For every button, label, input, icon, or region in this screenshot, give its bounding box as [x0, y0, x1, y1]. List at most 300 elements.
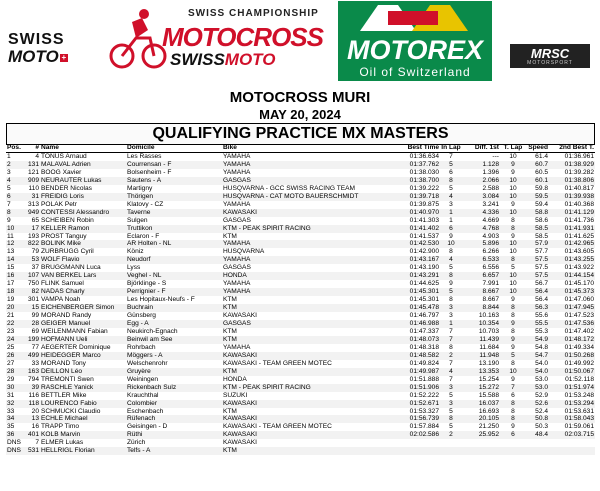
table-row [6, 392, 595, 400]
cell-in-lap: 5 [449, 184, 453, 192]
motorex-logo [338, 1, 492, 81]
cell-best-time: 01:48.582 [400, 352, 440, 360]
table-row [6, 177, 595, 185]
cell-t-lap: 10 [500, 193, 526, 201]
table-row [6, 344, 595, 352]
table-row [6, 328, 595, 336]
cell-diff-1st: 4.903 [482, 232, 499, 240]
cell-bike: KTM [222, 447, 400, 455]
cell-domicile: Les Rasses [127, 153, 162, 160]
cell-name: CONTESSI Alessandro [40, 209, 126, 217]
cell-pos: 12 [6, 240, 26, 248]
cell-bike: KTM [223, 407, 237, 415]
cell-number: 20 [31, 407, 39, 415]
cell-pos: 13 [7, 248, 15, 256]
cell-diff-1st: 5.896 [462, 240, 500, 248]
cell-pos: 28 [6, 368, 26, 376]
cell-name: AEGERTER Dominique [41, 343, 111, 351]
cell-in-lap: 7 [449, 153, 453, 160]
cell-name: RASCHLE Yanick [40, 384, 126, 392]
table-row [6, 376, 595, 384]
cell-domicile: Les Hopitaux-Neufs - F [127, 296, 195, 304]
cell-speed: 56.4 [535, 296, 548, 304]
cell-t-lap: 8 [500, 304, 526, 312]
event-date: MAY 20, 2024 [259, 107, 341, 122]
cell-t-lap: 10 [509, 153, 517, 160]
cell-second-best-time: 01:42.965 [549, 240, 595, 248]
cell-speed: 55.3 [535, 327, 548, 335]
cell-diff-1st: 11.948 [462, 352, 500, 360]
cell-name: FLINK Samuel [41, 280, 84, 288]
cell-in-lap: 9 [449, 232, 453, 240]
cell-speed: 60.7 [526, 161, 549, 169]
cell-speed: 57.7 [535, 248, 548, 256]
cell-domicile: Neukirch-Egnach [127, 327, 178, 335]
cell-domicile: Taverne [126, 209, 222, 217]
cell-in-lap: 4 [440, 368, 462, 376]
cell-t-lap: 10 [509, 280, 517, 288]
cell-number: 794 [27, 375, 39, 383]
cell-pos: DNS [6, 447, 26, 455]
cell-domicile: Welschenrohr [127, 359, 168, 367]
cell-best-time: 01:43.167 [400, 256, 440, 264]
cell-number: 118 [26, 400, 40, 408]
cell-diff-1st: 15.272 [462, 384, 500, 392]
cell-number: 31 [26, 193, 40, 201]
cell-pos: 9 [7, 216, 11, 224]
cell-diff-1st: 10.163 [478, 312, 499, 320]
cell-bike: KAWASAKI [223, 312, 257, 320]
table-row [6, 248, 595, 256]
cell-number: 65 [31, 216, 39, 224]
cell-domicile: Weiningen [127, 375, 159, 383]
cell-second-best-time: 01:41.736 [564, 216, 594, 224]
motocross-rider-icon [108, 8, 168, 72]
cell-bike: KTM [222, 304, 400, 312]
center-logo-sub-red: MOTO [224, 50, 276, 69]
cell-in-lap: 3 [440, 384, 462, 392]
cell-diff-1st: 2.588 [482, 184, 499, 192]
cell-best-time: 01:45.301 [409, 296, 439, 304]
cell-domicile: Krauchthal [127, 391, 159, 399]
cell-domicile: Rüthi [126, 431, 222, 439]
cell-diff-1st: 7.991 [482, 280, 499, 288]
table-row [6, 288, 595, 296]
cell-domicile: Lyss [127, 264, 141, 272]
table-row [6, 336, 595, 344]
column-header-in-lap: In Lap [441, 144, 461, 152]
cell-name: WEILENMANN Fabian [41, 327, 108, 335]
cell-in-lap: 5 [449, 407, 453, 415]
swissmoto-logo-line2-text: MOTO [8, 47, 59, 66]
cell-second-best-time: 01:45.170 [564, 280, 594, 288]
cell-domicile: Colombier [126, 400, 222, 408]
cell-t-lap: 8 [511, 359, 515, 367]
cell-pos: 7 [7, 200, 11, 208]
table-row [6, 447, 595, 455]
cell-bike: YAMAHA [222, 240, 400, 248]
cell-pos: 11 [7, 232, 14, 240]
cell-second-best-time: 01:38.806 [549, 177, 595, 185]
swissmoto-logo-line2 [8, 48, 88, 66]
cell-speed: 57.5 [526, 256, 549, 264]
cell-diff-1st: 6.556 [482, 264, 499, 272]
cell-number: 82 [26, 288, 40, 296]
cell-in-lap: 8 [440, 177, 462, 185]
cell-second-best-time: 01:36.961 [564, 153, 594, 160]
cell-name: HELLRIGL Florian [40, 447, 126, 455]
cell-second-best-time: 01:53.248 [564, 391, 594, 399]
cell-in-lap: 3 [440, 304, 462, 312]
table-row [6, 352, 595, 360]
cell-in-lap: 1 [440, 320, 462, 328]
cell-second-best-time: 01:48.172 [549, 336, 595, 344]
cell-domicile: Perrignier - F [126, 288, 222, 296]
cell-second-best-time: 01:53.631 [564, 407, 594, 415]
cell-best-time: 01:39.718 [400, 193, 440, 201]
cell-best-time: 01:37.762 [400, 161, 440, 169]
cell-diff-1st: 8.844 [462, 304, 500, 312]
cell-in-lap: 5 [449, 391, 453, 399]
cell-bike: GASGAS [223, 264, 251, 272]
cell-pos: 4 [6, 177, 26, 185]
cell-in-lap: 3 [449, 200, 453, 208]
cell-speed: 60.5 [535, 168, 548, 176]
cell-in-lap: 8 [449, 343, 453, 351]
cell-diff-1st: 4.336 [462, 209, 500, 217]
cell-diff-1st: 11.684 [479, 343, 499, 351]
table-row [6, 368, 595, 376]
cell-best-time: 01:57.884 [409, 423, 439, 431]
cell-second-best-time: 01:39.282 [564, 168, 594, 176]
table-row [6, 264, 595, 272]
cell-pos: 19 [7, 296, 15, 304]
cell-best-time: 01:49.824 [409, 359, 439, 367]
cell-domicile: Rickenbach Sulz [126, 384, 222, 392]
cell-number: 17 [26, 225, 40, 233]
cell-in-lap [440, 447, 462, 455]
cell-speed: 57.5 [535, 264, 548, 272]
cell-t-lap: 8 [511, 407, 515, 415]
cell-bike: HUSQVARNA - CAT MOTO BAUERSCHMIDT [222, 193, 400, 201]
cell-domicile: Klatovy - CZ [127, 200, 164, 208]
cell-diff-1st: 8.667 [482, 296, 499, 304]
swissmoto-logo [8, 32, 88, 72]
cell-best-time: 01:48.318 [409, 343, 439, 351]
cell-name: SCHEIBEN Robin [41, 216, 94, 224]
cell-second-best-time: 01:47.945 [549, 304, 595, 312]
cell-diff-1st: 3.241 [482, 200, 499, 208]
cell-name: EICHENBERGER Simon [40, 304, 126, 312]
cell-number: 37 [31, 264, 39, 272]
cell-bike: KAWASAKI [222, 431, 400, 439]
cell-t-lap: 10 [500, 368, 526, 376]
cell-pos: 21 [7, 312, 15, 320]
table-row [6, 272, 595, 280]
cell-name: FREIDIG Loris [40, 193, 126, 201]
cell-diff-1st: 25.952 [462, 431, 500, 439]
cell-domicile: Gruyère [126, 368, 222, 376]
cell-in-lap: 5 [449, 423, 453, 431]
cell-speed: 55.5 [526, 320, 549, 328]
cell-pos: 20 [6, 304, 26, 312]
cell-name: VAMPA Noah [41, 296, 81, 304]
cell-name: HOFMANN Ueli [40, 336, 126, 344]
cell-t-lap: 10 [509, 248, 517, 256]
cell-pos: 2 [6, 161, 26, 169]
table-row [6, 161, 595, 169]
cell-in-lap: 7 [440, 336, 462, 344]
cell-bike: HUSQVARNA - GCC SWISS RACING TEAM [223, 184, 356, 192]
cell-number: 4 [35, 153, 39, 160]
column-header-t-lap: T. Lap [500, 144, 526, 153]
cell-second-best-time: 01:50.067 [549, 368, 595, 376]
cell-pos: 26 [6, 352, 26, 360]
cell-second-best-time: 01:51.974 [549, 384, 595, 392]
cell-diff-1st: 8.667 [462, 288, 500, 296]
cell-second-best-time: 01:43.922 [564, 264, 594, 272]
cell-bike: YAMAHA [223, 343, 251, 351]
cell-best-time: 01:38.700 [400, 177, 440, 185]
cell-domicile: Sulgen [127, 216, 148, 224]
cell-number: 13 [26, 415, 40, 423]
cell-best-time: 01:51.906 [400, 384, 440, 392]
column-header-bike: Bike [222, 144, 400, 153]
table-row [6, 439, 595, 447]
cell-number: 107 [27, 272, 39, 280]
swissmoto-logo-line1: SWISS [8, 31, 65, 48]
cell-second-best-time: 01:47.060 [564, 296, 594, 304]
cell-best-time: 01:43.190 [409, 264, 439, 272]
column-header-second-best-time: 2nd Best T. [549, 144, 595, 153]
cell-t-lap [500, 439, 526, 447]
cell-t-lap: 9 [500, 336, 526, 344]
cell-in-lap: 6 [440, 225, 462, 233]
cell-pos: 31 [7, 391, 15, 399]
cell-bike: KAWASAKI [222, 415, 400, 423]
cell-number: 99 [31, 312, 39, 320]
cell-speed: 58.6 [535, 216, 548, 224]
cell-bike: KAWASAKI - TEAM GREEN MOTEC [223, 359, 332, 367]
cell-speed: 58.5 [535, 232, 548, 240]
cell-in-lap: 8 [449, 248, 453, 256]
cell-bike: YAMAHA [222, 161, 400, 169]
cell-t-lap: 9 [511, 232, 515, 240]
mrsc-logo [510, 44, 590, 68]
cell-in-lap [440, 439, 462, 447]
mrsc-logo-sub: MOTORSPORT [527, 60, 573, 66]
cell-domicile: Geisingen - D [127, 423, 168, 431]
cell-in-lap: 1 [449, 216, 453, 224]
cell-second-best-time: 01:41.129 [549, 209, 595, 217]
cell-diff-1st: 15.588 [478, 391, 499, 399]
results-table-header [6, 144, 595, 153]
cell-pos: 17 [7, 280, 15, 288]
cell-number: 163 [27, 367, 39, 375]
cell-second-best-time: 01:53.294 [549, 400, 595, 408]
center-logo-main-text: MOTOCROSS [162, 22, 323, 52]
cell-speed: 54.0 [526, 368, 549, 376]
cell-name: MORAND Randy [41, 312, 92, 320]
cell-pos: 24 [6, 336, 26, 344]
cell-domicile: Zürich [127, 439, 146, 447]
cell-pos: 15 [7, 264, 15, 272]
cell-domicile: Martigny [127, 184, 153, 192]
cell-second-best-time: 01:49.992 [564, 359, 594, 367]
motocross-championship-logo [100, 4, 330, 86]
cell-name: TRAPP Timo [41, 423, 79, 431]
cell-pos: 1 [7, 153, 11, 160]
cell-second-best-time: 01:41.625 [564, 232, 594, 240]
cell-domicile: Björklinge - S [127, 280, 167, 288]
cell-speed: 48.4 [526, 431, 549, 439]
cell-bike: KTM [222, 336, 400, 344]
center-logo-top-text: SWISS CHAMPIONSHIP [188, 8, 319, 19]
cell-name: VAN BERKEL Lars [40, 272, 126, 280]
cell-number: 16 [31, 423, 39, 431]
cell-in-lap: 8 [449, 296, 453, 304]
table-row [6, 304, 595, 312]
cell-diff-1st: 10.703 [478, 327, 499, 335]
cell-best-time: 01:45.301 [400, 288, 440, 296]
cell-name: POLAK Petr [41, 200, 77, 208]
cell-bike: KTM [223, 327, 237, 335]
cell-name: BOLINK Mike [40, 240, 126, 248]
cell-bike: YAMAHA [223, 280, 251, 288]
cell-number: 531 [27, 447, 39, 455]
cell-bike: YAMAHA [223, 153, 251, 160]
cell-name: KELLER Ramon [40, 225, 126, 233]
cell-t-lap: 9 [511, 375, 515, 383]
cell-number: 69 [31, 327, 39, 335]
cell-speed: 61.4 [535, 153, 548, 160]
table-row [6, 217, 595, 225]
cell-t-lap: 10 [500, 177, 526, 185]
table-row [6, 209, 595, 217]
cell-bike: HONDA [223, 375, 247, 383]
cell-in-lap: 4 [440, 193, 462, 201]
cell-best-time: 01:48.073 [400, 336, 440, 344]
cell-domicile: Buchrain [126, 304, 222, 312]
cell-second-best-time: 02:03.715 [549, 431, 595, 439]
cell-pos: 10 [6, 225, 26, 233]
table-row [6, 384, 595, 392]
cell-best-time: 01:52.671 [400, 400, 440, 408]
cell-best-time: 01:52.222 [409, 391, 439, 399]
cell-name: TREMONTI Swen [41, 375, 94, 383]
table-row [6, 415, 595, 423]
cell-t-lap: 8 [500, 256, 526, 264]
cell-diff-1st: 1.396 [482, 168, 499, 176]
cell-best-time: 01:53.327 [409, 407, 439, 415]
table-row [6, 225, 595, 233]
cell-number: 39 [26, 384, 40, 392]
cell-domicile: Egg - A [126, 320, 222, 328]
table-row [6, 296, 595, 304]
cell-bike: YAMAHA [222, 288, 400, 296]
cell-t-lap: 9 [500, 320, 526, 328]
motorex-emblem-icon [340, 1, 490, 35]
cell-t-lap: 10 [500, 272, 526, 280]
cell-number: 313 [27, 200, 39, 208]
cell-domicile: Courrensan - F [126, 161, 222, 169]
cell-bike: KTM - PEAK SPIRIT RACING [222, 384, 400, 392]
cell-diff-1st: 16.693 [478, 407, 499, 415]
cell-name: ECHLE Michael [40, 415, 126, 423]
cell-best-time [400, 447, 440, 455]
table-row [6, 431, 595, 439]
cell-in-lap: 2 [440, 431, 462, 439]
cell-speed: 54.0 [535, 359, 548, 367]
cell-name: BOOG Xavier [41, 168, 82, 176]
cell-t-lap: 9 [511, 423, 515, 431]
cell-diff-1st [462, 439, 500, 447]
cell-number: 301 [27, 296, 39, 304]
table-row [6, 280, 595, 288]
cell-in-lap: 8 [440, 415, 462, 423]
cell-name: BETTLER Mike [41, 391, 87, 399]
motorex-tagline: Oil of Switzerland [359, 65, 471, 79]
cell-pos: 36 [6, 431, 26, 439]
cell-bike: GASGAS [223, 216, 251, 224]
table-row [6, 240, 595, 248]
cell-pos: 18 [6, 288, 26, 296]
center-logo-sub-text [170, 50, 275, 70]
cell-bike: YAMAHA [222, 256, 400, 264]
cell-second-best-time: 01:41.931 [549, 225, 595, 233]
motorex-brand-text: MOTOREX [346, 35, 483, 65]
cell-bike: KAWASAKI [223, 439, 257, 447]
table-row [6, 193, 595, 201]
cell-pos: 33 [7, 407, 15, 415]
cell-name: TONUS Arnaud [41, 153, 87, 160]
cell-speed: 60.1 [526, 177, 549, 185]
cell-best-time: 01:42.530 [400, 240, 440, 248]
cell-t-lap: 8 [500, 400, 526, 408]
cell-t-lap: 10 [500, 240, 526, 248]
cell-name: NADAS Charly [40, 288, 126, 296]
cell-in-lap: 9 [449, 280, 453, 288]
cell-in-lap: 1 [440, 209, 462, 217]
center-logo-sub-black: SWISS [170, 50, 225, 69]
cell-domicile: Köniz [127, 248, 144, 256]
cell-diff-1st: 3.084 [462, 193, 500, 201]
cell-best-time: 01:56.739 [400, 415, 440, 423]
event-title: MOTOCROSS MURI [229, 89, 371, 106]
cell-name: GEIGER Manuel [40, 320, 126, 328]
table-row [6, 408, 595, 416]
cell-speed [526, 439, 549, 447]
table-row [6, 233, 595, 241]
cell-pos: 14 [6, 256, 26, 264]
cell-domicile: AR Holten - NL [126, 240, 222, 248]
cell-best-time: 01:43.291 [400, 272, 440, 280]
cell-second-best-time [549, 439, 595, 447]
cell-name: KOLB Marvin [40, 431, 126, 439]
table-row [6, 312, 595, 320]
cell-name: WOLF Flavio [40, 256, 126, 264]
cell-in-lap: 2 [440, 352, 462, 360]
cell-diff-1st: 4.669 [482, 216, 499, 224]
cell-best-time [400, 439, 440, 447]
cell-bike: KTM [222, 368, 400, 376]
cell-t-lap: 10 [500, 288, 526, 296]
cell-diff-1st [462, 447, 500, 455]
cell-domicile: Neudorf [126, 256, 222, 264]
cell-speed: 52.9 [535, 391, 548, 399]
cell-second-best-time: 01:40.368 [564, 200, 594, 208]
cell-speed: 52.6 [526, 400, 549, 408]
